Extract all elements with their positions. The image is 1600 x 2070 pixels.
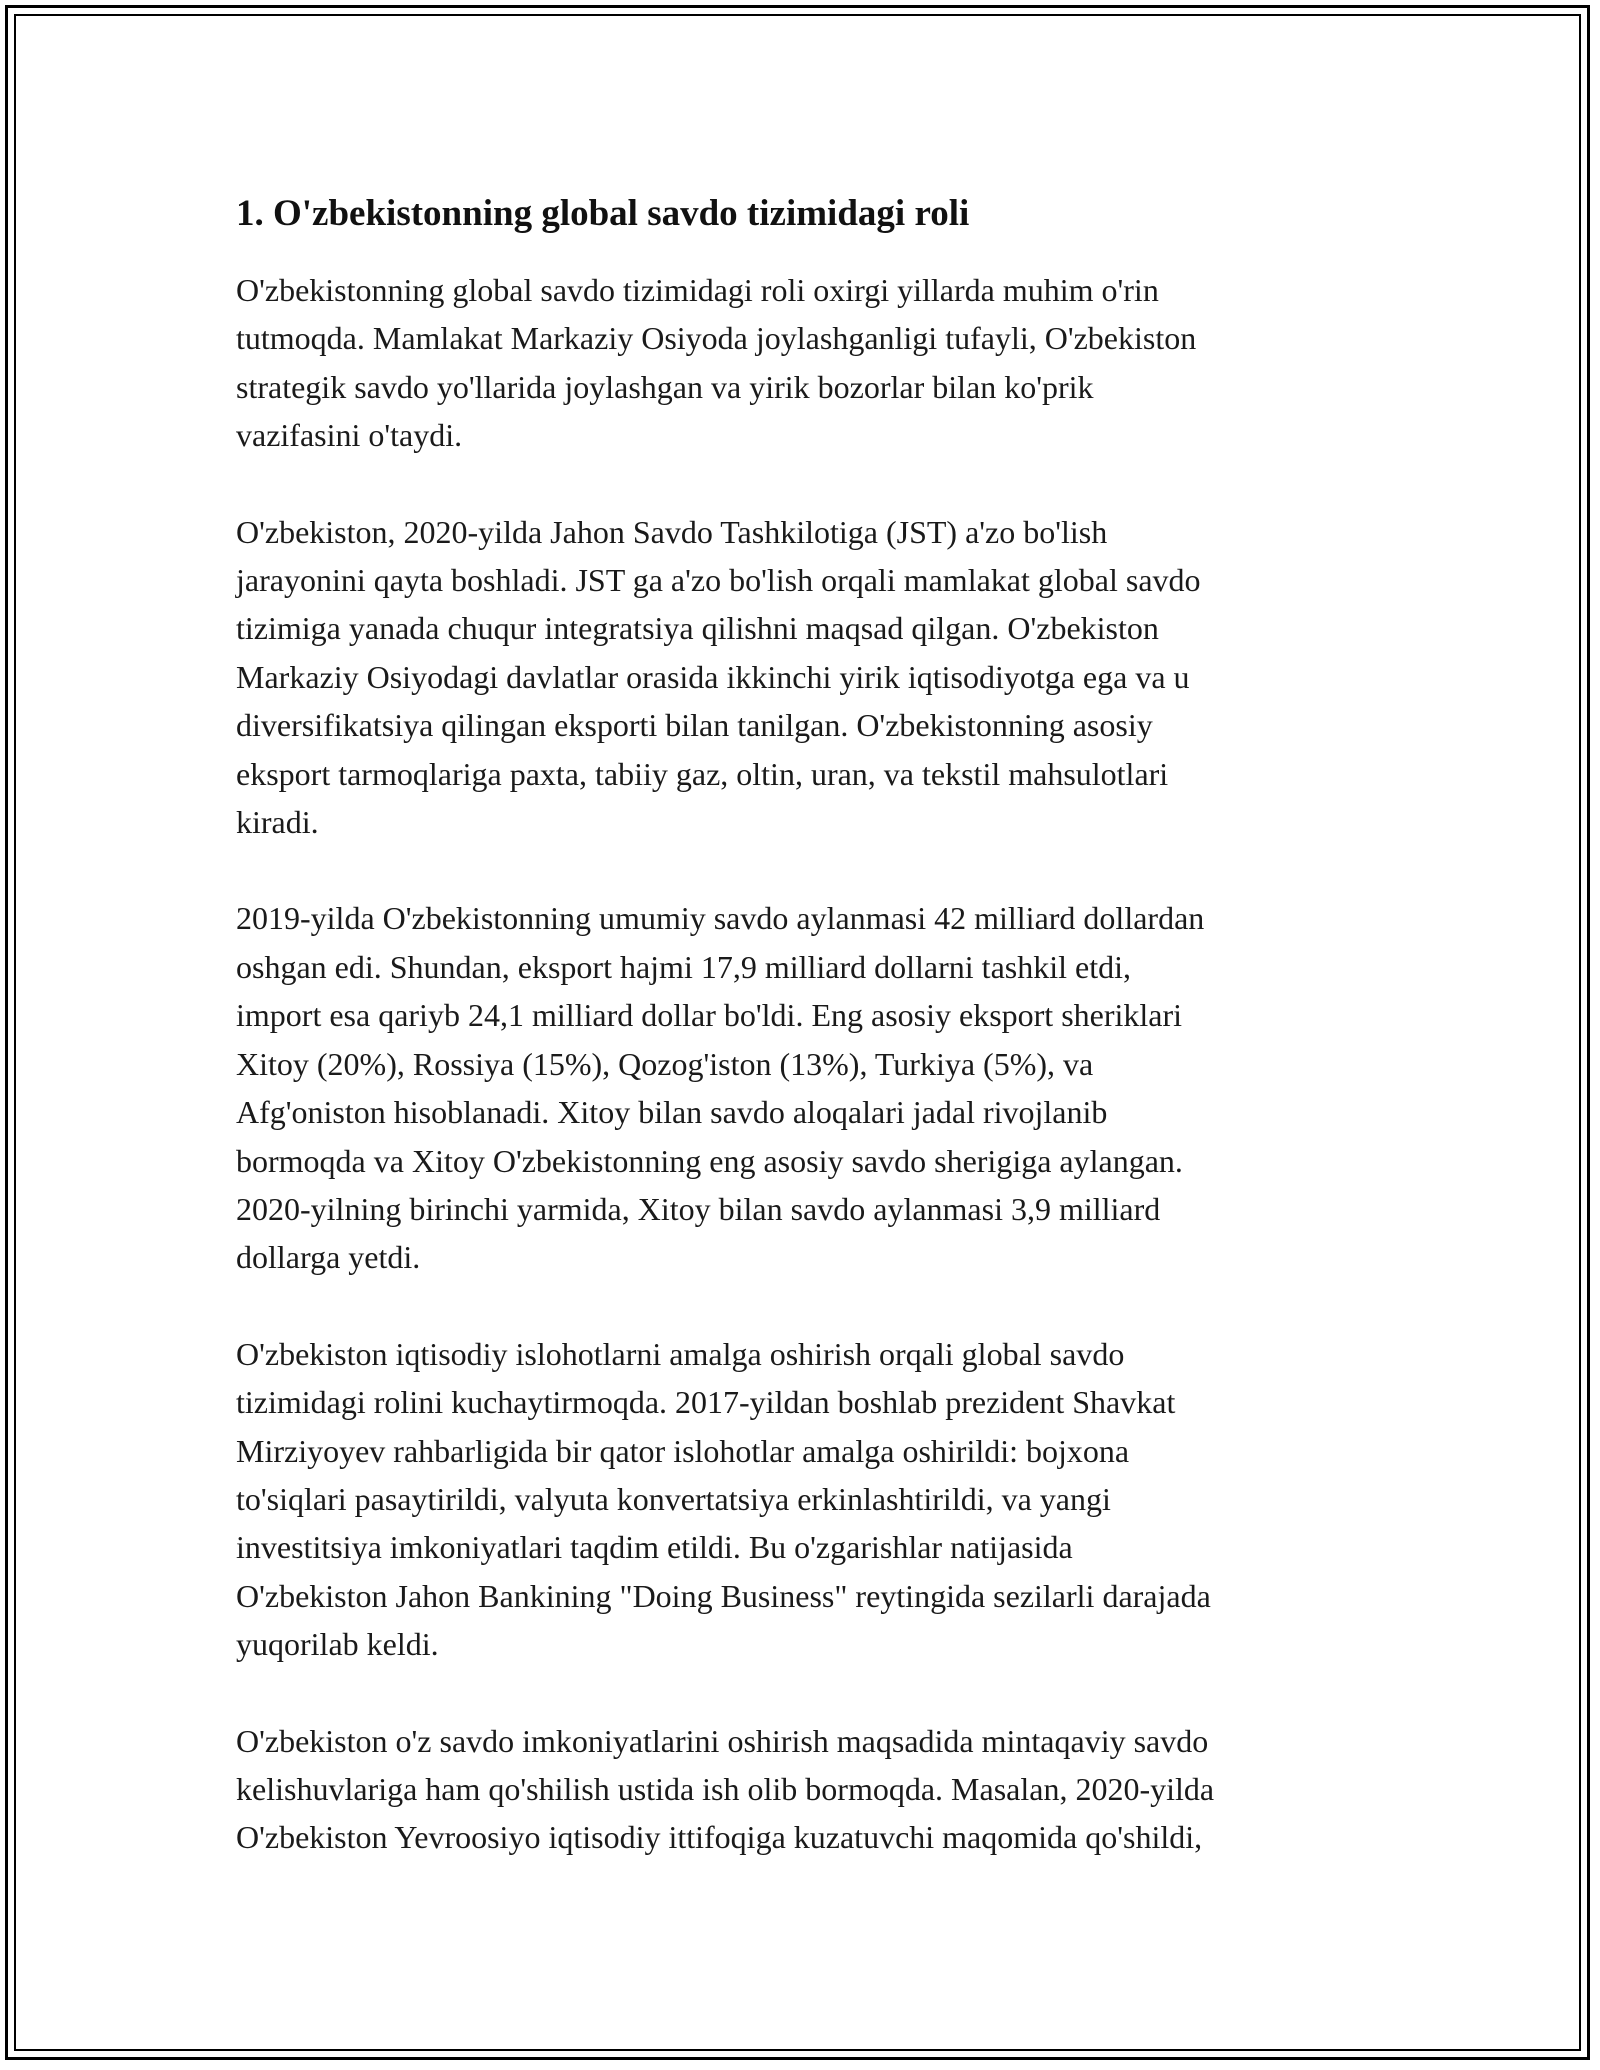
- text-line: kiradi.: [236, 804, 319, 841]
- paragraph-2: [236, 508, 1366, 847]
- text-line: eksport tarmoqlariga paxta, tabiiy gaz, oltin, uran, va tekstil mahsulotlari: [236, 755, 1169, 792]
- text-line: vazifasini o'taydi.: [236, 417, 463, 454]
- text-line: Markaziy Osiyodagi davlatlar orasida ikkinchi yirik iqtisodiyotga ega va u: [236, 658, 1190, 695]
- text-line: O'zbekistonning global savdo tizimidagi roli oxirgi yillarda muhim o'rin: [236, 272, 1159, 308]
- text-line: dollarga yetdi.: [236, 1239, 421, 1276]
- text-line: O'zbekiston, 2020-yilda Jahon Savdo Tashkilotiga (JST) a'zo bo'lish: [236, 513, 1108, 550]
- text-line: Afg'oniston hisoblanadi. Xitoy bilan savdo aloqalari jadal rivojlanib: [236, 1094, 1108, 1131]
- paragraph-4: [236, 1330, 1366, 1669]
- text-line: strategik savdo yo'llarida joylashgan va yirik bozorlar bilan ko'prik: [236, 368, 1094, 405]
- text-line: kelishuvlariga ham qo'shilish ustida ish olib bormoqda. Masalan, 2020-yilda: [236, 1770, 1215, 1807]
- document-body: [236, 186, 1366, 1910]
- text-line: O'zbekiston Jahon Bankining "Doing Business" reytingida sezilarli darajada: [236, 1577, 1211, 1614]
- text-line: tutmoqda. Mamlakat Markaziy Osiyoda joylashganligi tufayli, O'zbekiston: [236, 320, 1197, 357]
- text-line: oshgan edi. Shundan, eksport hajmi 17,9 milliard dollarni tashkil etdi,: [236, 948, 1131, 985]
- text-line: import esa qariyb 24,1 milliard dollar bo'ldi. Eng asosiy eksport sheriklari: [236, 997, 1183, 1034]
- text-line: bormoqda va Xitoy O'zbekistonning eng asosiy savdo sherigiga aylangan.: [236, 1142, 1183, 1179]
- text-line: yuqorilab keldi.: [236, 1626, 439, 1663]
- text-line: 2019-yilda O'zbekistonning umumiy savdo aylanmasi 42 milliard dollardan: [236, 900, 1205, 937]
- section-heading: 1. O'zbekistonning global savdo tizimidagi roli: [236, 193, 970, 234]
- text-line: Mirziyoyev rahbarligida bir qator islohotlar amalga oshirildi: bojxona: [236, 1432, 1130, 1469]
- paragraph-3: [236, 894, 1366, 1281]
- text-line: tizimidagi rolini kuchaytirmoqda. 2017-yildan boshlab prezident Shavkat: [236, 1384, 1176, 1421]
- text-line: O'zbekiston Yevroosiyo iqtisodiy ittifoqiga kuzatuvchi maqomida qo'shildi,: [236, 1819, 1203, 1856]
- text-line: jarayonini qayta boshladi. JST ga a'zo bo'lish orqali mamlakat global savdo: [236, 562, 1201, 599]
- text-line: Xitoy (20%), Rossiya (15%), Qozog'iston (13%), Turkiya (5%), va: [236, 1045, 1094, 1082]
- text-line: investitsiya imkoniyatlari taqdim etildi. Bu o'zgarishlar natijasida: [236, 1529, 1073, 1566]
- text-line: tizimiga yanada chuqur integratsiya qilishni maqsad qilgan. O'zbekiston: [236, 610, 1159, 647]
- paragraph-5: [236, 1717, 1366, 1862]
- text-line: O'zbekiston o'z savdo imkoniyatlarini oshirish maqsadida mintaqaviy savdo: [236, 1722, 1209, 1759]
- text-line: diversifikatsiya qilingan eksporti bilan tanilgan. O'zbekistonning asosiy: [236, 707, 1153, 744]
- text-line: O'zbekiston iqtisodiy islohotlarni amalga oshirish orqali global savdo: [236, 1335, 1125, 1372]
- text-line: 2020-yilning birinchi yarmida, Xitoy bilan savdo aylanmasi 3,9 milliard: [236, 1190, 1161, 1227]
- paragraph-1: [236, 266, 1366, 460]
- text-line: to'siqlari pasaytirildi, valyuta konvertatsiya erkinlashtirildi, va yangi: [236, 1480, 1111, 1517]
